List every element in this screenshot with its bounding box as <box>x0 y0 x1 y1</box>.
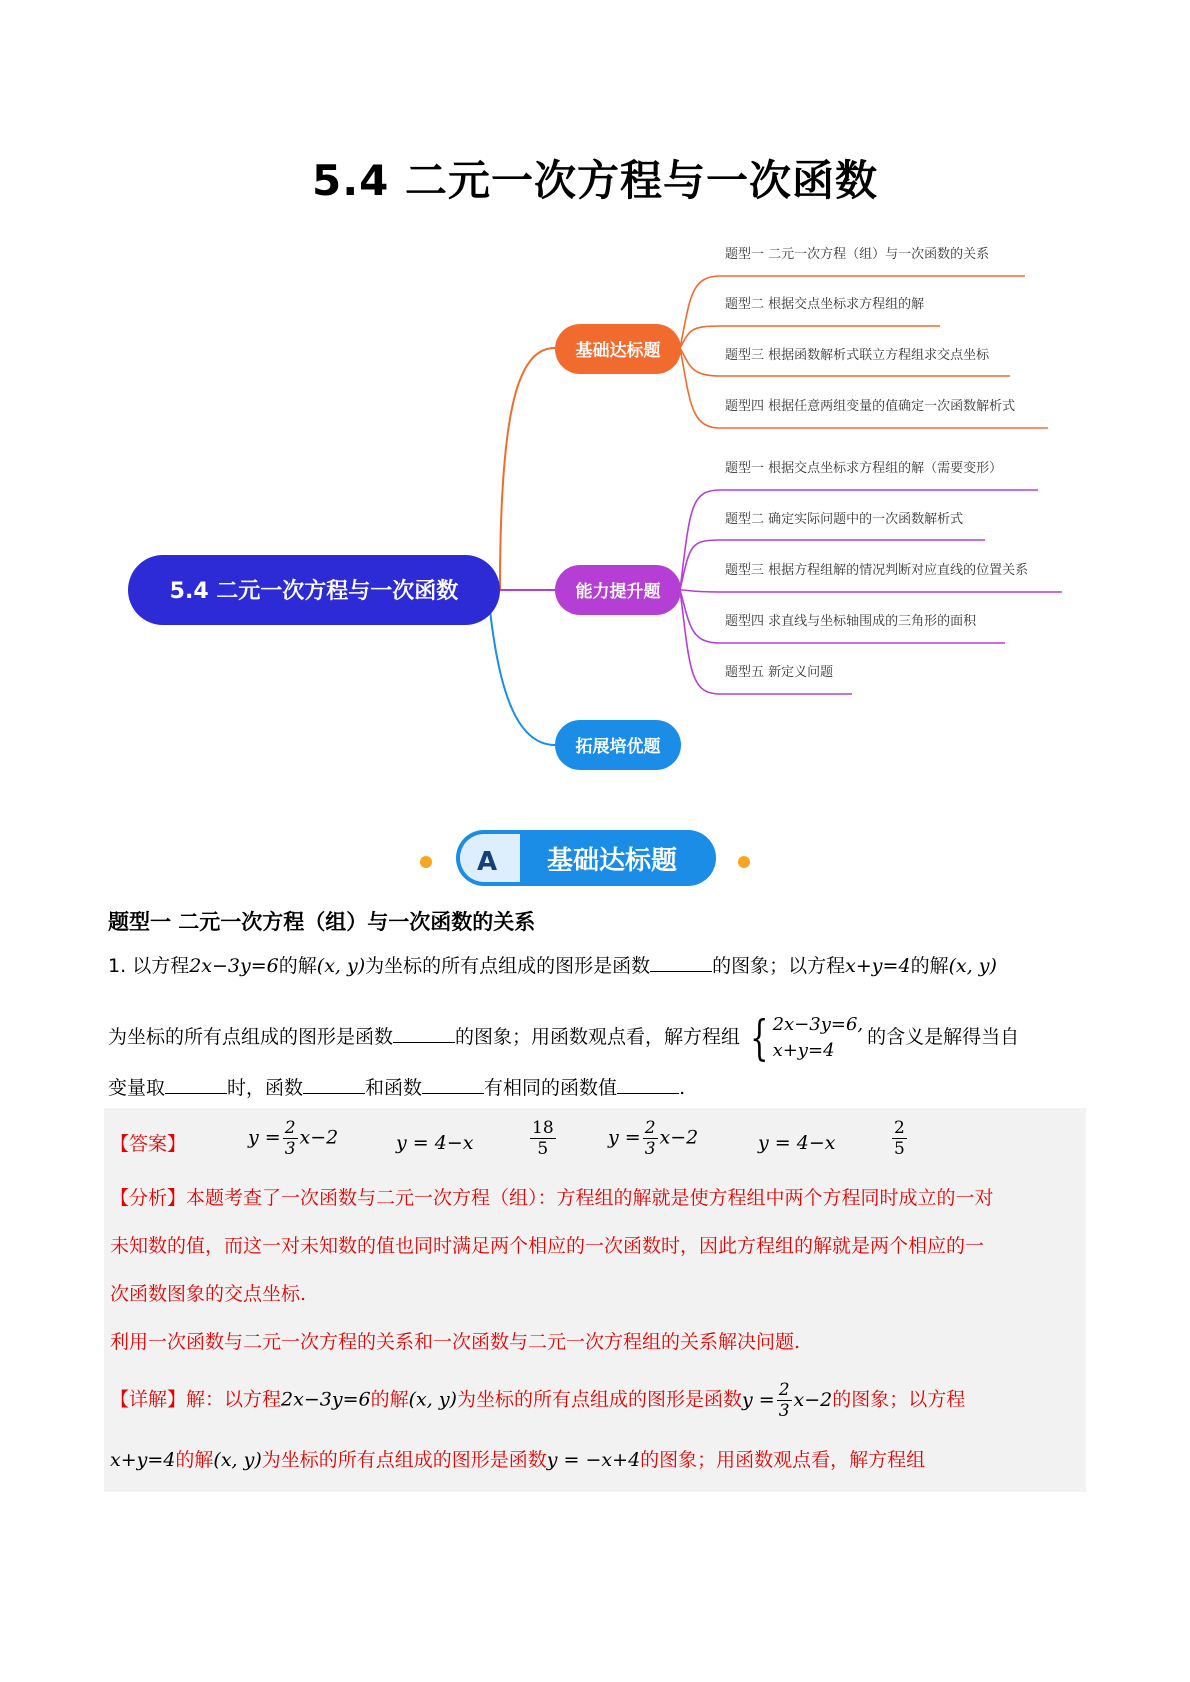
analysis-line-4: 利用一次函数与二元一次方程的关系和一次函数与二元一次方程组的关系解决问题. <box>110 1331 801 1353</box>
answer-4: y = $\frac{2}{3}$ x−2 <box>608 1118 699 1159</box>
analysis-line-2: 未知数的值，而这一对未知数的值也同时满足两个相应的一次函数时，因此方程组的解就是两个相应的一 <box>110 1235 985 1257</box>
leaf-adv-2: 题型二 确定实际问题中的一次函数解析式 <box>725 512 964 527</box>
analysis-line-1: 【分析】本题考查了一次函数与二元一次方程（组）：方程组的解就是使方程组中两个方程同时成立的一对 <box>110 1187 994 1209</box>
leaf-basic-3: 题型三 根据函数解析式联立方程组求交点坐标 <box>725 348 990 363</box>
banner-label: 基础达标题 <box>546 846 678 876</box>
analysis-line-3: 次函数图象的交点坐标. <box>110 1283 307 1305</box>
leaf-adv-4: 题型四 求直线与坐标轴围成的三角形的面积 <box>725 614 977 629</box>
section-title: 题型一 二元一次方程（组）与一次函数的关系 <box>108 910 536 934</box>
section-banner <box>0 820 1190 890</box>
equation-system: { 2x−3y=6, x+y=4 <box>750 1010 864 1066</box>
blank-4[interactable] <box>303 1075 365 1094</box>
answer-2: y = 4−x <box>396 1132 474 1154</box>
blank-6[interactable] <box>617 1075 679 1094</box>
leaf-basic-4: 题型四 根据任意两组变量的值确定一次函数解析式 <box>725 399 1016 414</box>
banner-dot-left <box>420 856 432 868</box>
answer-6: $\frac{2}{5}$ <box>894 1118 905 1159</box>
answer-5: y = 4−x <box>758 1132 836 1154</box>
leaf-adv-5: 题型五 新定义问题 <box>725 665 834 680</box>
question-line-1: 1. 以方程2x−3y=6的解(x, y)为坐标的所有点组成的图形是函数 的图象；以方程x+y=4的解(x, y) <box>108 955 997 977</box>
banner-letter: A <box>476 847 498 877</box>
blank-2[interactable] <box>393 1024 455 1043</box>
leaf-adv-1: 题型一 根据交点坐标求方程组的解（需要变形） <box>725 461 1003 476</box>
detail-line-2: x+y=4的解(x, y)为坐标的所有点组成的图形是函数y = −x+4的图象；用函数观点看，解方程组 <box>110 1449 926 1471</box>
connector-basic <box>500 348 555 590</box>
leaf-adv-3: 题型三 根据方程组解的情况判断对应直线的位置关系 <box>725 563 1029 578</box>
page-title: 5.4 二元一次方程与一次函数 <box>311 156 879 205</box>
leaf-basic-2: 题型二 根据交点坐标求方程组的解 <box>725 297 925 312</box>
answer-1: y = $\frac{2}{3}$ x−2 <box>248 1118 339 1159</box>
branch-extend-label: 拓展培优题 <box>575 737 661 757</box>
blank-3[interactable] <box>165 1075 227 1094</box>
banner-dot-right <box>738 856 750 868</box>
detail-line-1: 【详解】解：以方程2x−3y=6的解(x, y)为坐标的所有点组成的图形是函数y = $\frac{2}{3}$ x−2的图象；以方程 <box>110 1380 966 1421</box>
answer-label: 【答案】 <box>110 1133 187 1155</box>
blank-1[interactable] <box>650 953 712 972</box>
branch-advanced-label: 能力提升题 <box>575 582 661 602</box>
blank-5[interactable] <box>422 1075 484 1094</box>
question-line-3: 变量取 时，函数 和函数 有相同的函数值 . <box>108 1077 686 1099</box>
connector-extend <box>490 610 555 745</box>
leaf-basic-1: 题型一 二元一次方程（组）与一次函数的关系 <box>725 247 990 262</box>
root-node-label: 5.4 二元一次方程与一次函数 <box>169 579 459 604</box>
answer-3: $\frac{18}{5}$ <box>532 1118 554 1159</box>
branch-basic-label: 基础达标题 <box>575 341 661 361</box>
mind-map <box>0 0 1190 800</box>
question-line-2: 为坐标的所有点组成的图形是函数 的图象；用函数观点看，解方程组 { 2x−3y=6, x+y=4 的含义是解得当自 <box>108 1010 1020 1066</box>
